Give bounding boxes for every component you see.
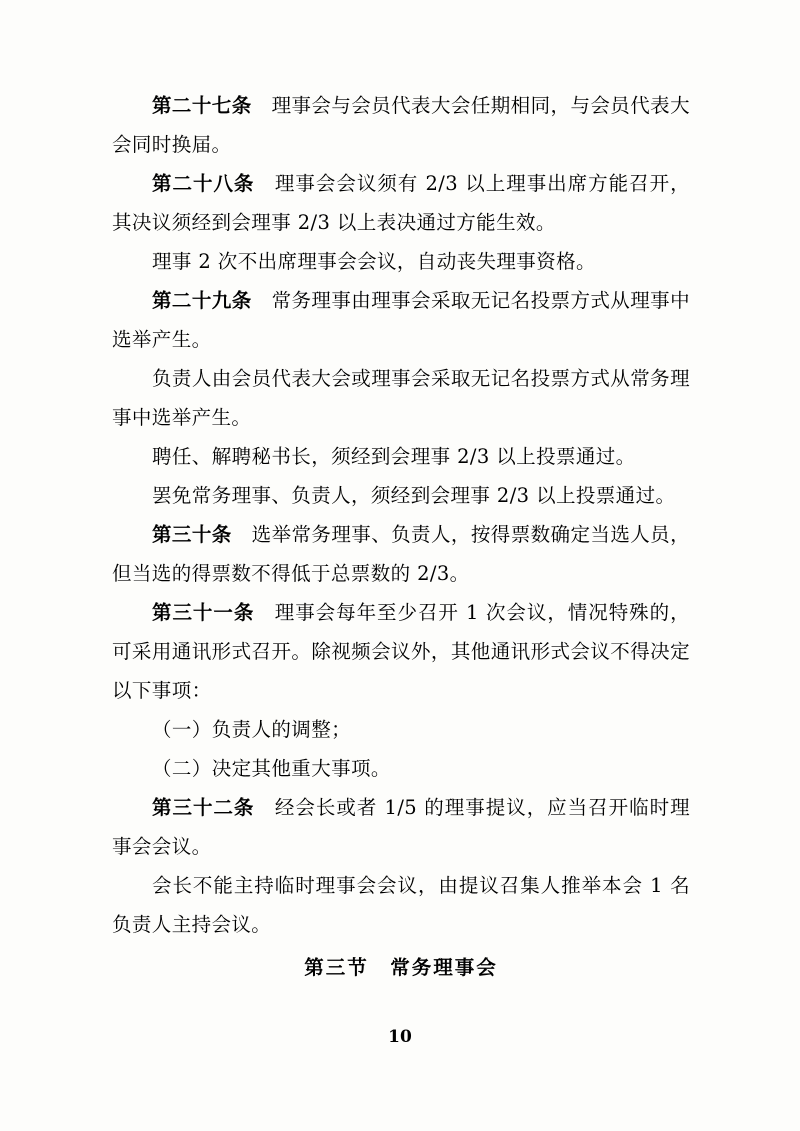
paragraph	[112, 788, 690, 866]
paragraph-lead: 第三十二条	[152, 796, 255, 819]
paragraph-text: 理事会每年至少召开 1 次会议，情况特殊的，可采用通讯形式召开。除视频会议外，其他通讯形式会议不得决定以下事项：	[112, 601, 690, 702]
paragraph-list-item	[112, 749, 690, 788]
paragraph	[112, 164, 690, 242]
paragraph-text: 常务理事由理事会采取无记名投票方式从理事中选举产生。	[112, 289, 690, 351]
section-heading: 第三节 常务理事会	[304, 956, 498, 979]
paragraph-lead: 第三十一条	[152, 601, 255, 624]
paragraph-text: 罢免常务理事、负责人，须经到会理事 2/3 以上投票通过。	[152, 484, 676, 507]
paragraph	[112, 242, 690, 281]
paragraph	[112, 593, 690, 710]
paragraph	[112, 866, 690, 944]
paragraph	[112, 515, 690, 593]
paragraph	[112, 476, 690, 515]
paragraph-text: （一）负责人的调整；	[152, 718, 352, 741]
paragraph-text: 理事会会议须有 2/3 以上理事出席方能召开，其决议须经到会理事 2/3 以上表决通过方能生效。	[112, 172, 690, 234]
paragraph	[112, 437, 690, 476]
paragraph	[112, 86, 690, 164]
page-number: 10	[388, 1027, 412, 1047]
paragraph-lead: 第二十七条	[152, 94, 252, 117]
paragraph-lead: 第二十八条	[152, 172, 255, 195]
paragraph	[112, 281, 690, 359]
paragraph-text: 理事 2 次不出席理事会会议，自动丧失理事资格。	[152, 250, 596, 273]
paragraph	[112, 359, 690, 437]
paragraph-text: 经会长或者 1/5 的理事提议，应当召开临时理事会会议。	[112, 796, 690, 858]
paragraph-text: 理事会与会员代表大会任期相同，与会员代表大会同时换届。	[112, 94, 690, 156]
paragraph-lead: 第二十九条	[152, 289, 252, 312]
paragraph-text: 选举常务理事、负责人，按得票数确定当选人员，但当选的得票数不得低于总票数的 2/3。	[112, 523, 691, 585]
paragraph-text: 会长不能主持临时理事会会议，由提议召集人推举本会 1 名负责人主持会议。	[112, 874, 690, 936]
paragraph-list-item	[112, 710, 690, 749]
paragraph-text: 负责人由会员代表大会或理事会采取无记名投票方式从常务理事中选举产生。	[112, 367, 690, 429]
paragraph-text: （二）决定其他重大事项。	[152, 757, 391, 780]
document-body	[112, 86, 690, 987]
paragraph-text: 聘任、解聘秘书长，须经到会理事 2/3 以上投票通过。	[152, 445, 636, 468]
paragraph-lead: 第三十条	[152, 523, 232, 546]
